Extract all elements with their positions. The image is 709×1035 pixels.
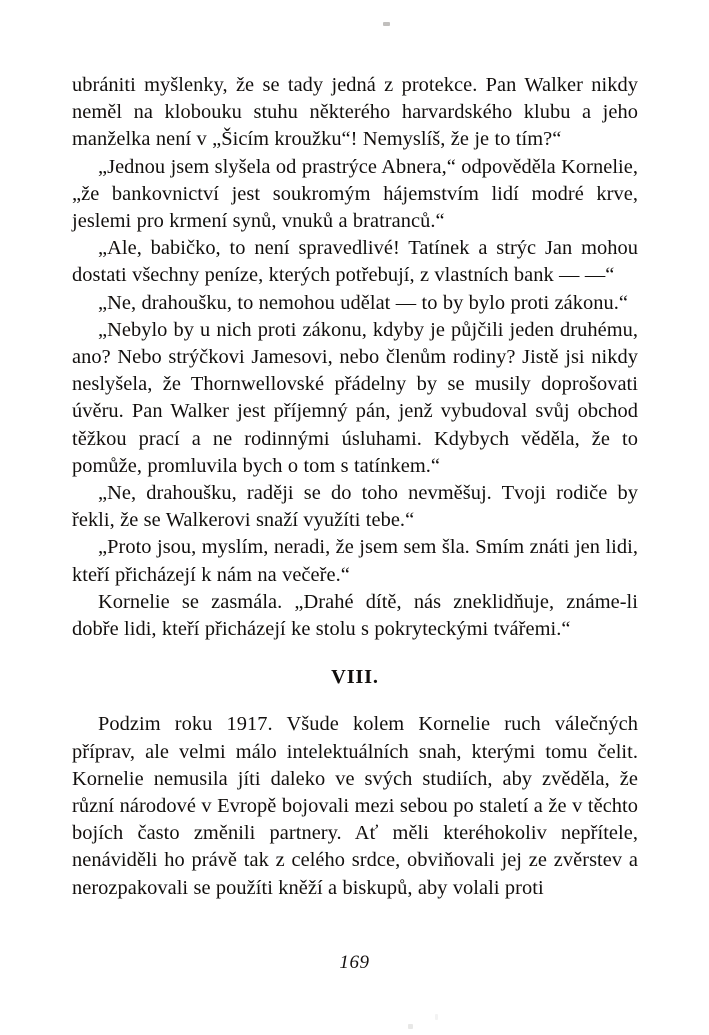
paragraph: „Ale, babičko, to není spravedlivé! Tatínek a strýc Jan mohou dostati všechny peníze, kterých potřebují, z vlastních bank — —“ [72, 237, 638, 287]
paragraph: „Jednou jsem slyšela od prastrýce Abnera,“ odpověděla Kornelie, „že bankovnictví jest soukromým hájemstvím lidí modré krve, jeslemi pro krmení synů, vnuků a bratranců.“ [72, 155, 638, 233]
paragraph: „Nebylo by u nich proti zákonu, kdyby je půjčili jeden druhému, ano? Nebo strýčkovi Jamesovi, nebo členům rodiny? Jistě jsi nikdy neslyšela, že Thornwellovské přádelny by se musily doprošovati úvěru. Pan Walker jest příjemný pán, jenž vybudoval svůj obchod těžkou prací a ne rodinnými úsluhami. Kdybych věděla, že to pomůže, promluvila bych o tom s tatínkem.“ [72, 318, 638, 477]
paragraph: ubrániti myšlenky, že se tady jedná z protekce. Pan Walker nikdy neměl na klobouku stuhu některého harvardského klubu a jeho manželka není v „Šicím kroužku“! Nemyslíš, že je to tím?“ [72, 74, 638, 151]
scan-speck-icon [383, 22, 390, 26]
paragraph: „Proto jsou, myslím, neradi, že jsem sem šla. Smím znáti jen lidi, kteří přicházejí k nám na večeře.“ [72, 536, 638, 586]
page-text-block [72, 72, 638, 902]
page-number: 169 [339, 952, 370, 973]
paragraph: Podzim roku 1917. Všude kolem Kornelie ruch válečných příprav, ale velmi málo intelektuálních snah, kterými tomu čelit. Kornelie nemusila jíti daleko ve svých studiích, aby zvěděla, že různí národové v Evropě bojovali mezi sebou po staletí a že v těchto bojích často změnili partnery. Ať měli kteréhokoliv nepřítele, nenáviděli ho právě tak z celého srdce, obviňovali jej ze zvěrstev a nerozpakovali se použíti kněží a biskupů, aby volali proti [72, 713, 638, 899]
paragraph: „Ne, drahoušku, to nemohou udělat — to by bylo proti zákonu.“ [98, 291, 628, 314]
scan-speck-icon [408, 1024, 413, 1029]
paragraph: „Ne, drahoušku, raději se do toho nevměšuj. Tvoji rodiče by řekli, že se Walkerovi snaží využíti tebe.“ [72, 482, 638, 532]
scan-speck-icon [435, 1014, 438, 1020]
chapter-heading: VIII. [331, 666, 379, 689]
paragraph: Kornelie se zasmála. „Drahé dítě, nás zneklidňuje, známe-li dobře lidi, kteří přicházejí ke stolu s pokryteckými tvářemi.“ [72, 590, 638, 641]
